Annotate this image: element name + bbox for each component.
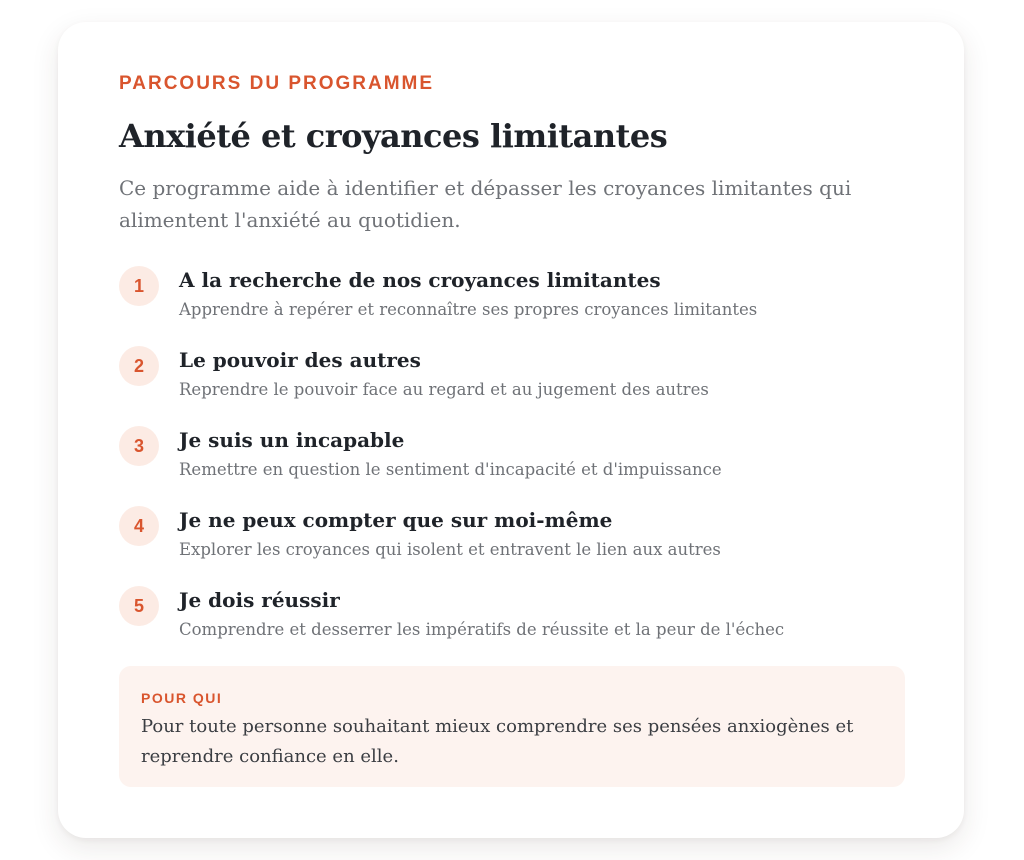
audience-label: POUR QUI (141, 690, 223, 706)
step-description: Remettre en question le sentiment d'incapacité et d'impuissance (179, 460, 722, 479)
step-item (119, 346, 909, 426)
steps-list (119, 266, 909, 666)
step-title: A la recherche de nos croyances limitantes (179, 268, 661, 292)
step-item (119, 426, 909, 506)
program-title: Anxiété et croyances limitantes (119, 117, 668, 155)
step-item (119, 266, 909, 346)
step-item (119, 586, 909, 666)
step-description: Apprendre à repérer et reconnaître ses propres croyances limitantes (179, 300, 758, 319)
step-title: Je suis un incapable (179, 428, 405, 452)
step-number-badge: 2 (119, 346, 159, 386)
step-title: Le pouvoir des autres (179, 348, 421, 372)
step-number-badge: 5 (119, 586, 159, 626)
step-number-badge: 3 (119, 426, 159, 466)
section-eyebrow: PARCOURS DU PROGRAMME (119, 73, 435, 94)
audience-text: Pour toute personne souhaitant mieux comprendre ses pensées anxiogènes et reprendre confiance en elle. (141, 716, 854, 767)
step-title: Je ne peux compter que sur moi-même (179, 508, 613, 532)
audience-panel (119, 666, 905, 787)
step-title: Je dois réussir (179, 588, 340, 612)
step-description: Reprendre le pouvoir face au regard et au jugement des autres (179, 380, 709, 399)
step-number-badge: 4 (119, 506, 159, 546)
program-intro: Ce programme aide à identifier et dépasser les croyances limitantes qui alimentent l'anxiété au quotidien. (119, 176, 852, 232)
step-description: Explorer les croyances qui isolent et entravent le lien aux autres (179, 540, 721, 559)
step-number-badge: 1 (119, 266, 159, 306)
step-description: Comprendre et desserrer les impératifs de réussite et la peur de l'échec (179, 620, 785, 639)
program-card (58, 22, 964, 838)
step-item (119, 506, 909, 586)
